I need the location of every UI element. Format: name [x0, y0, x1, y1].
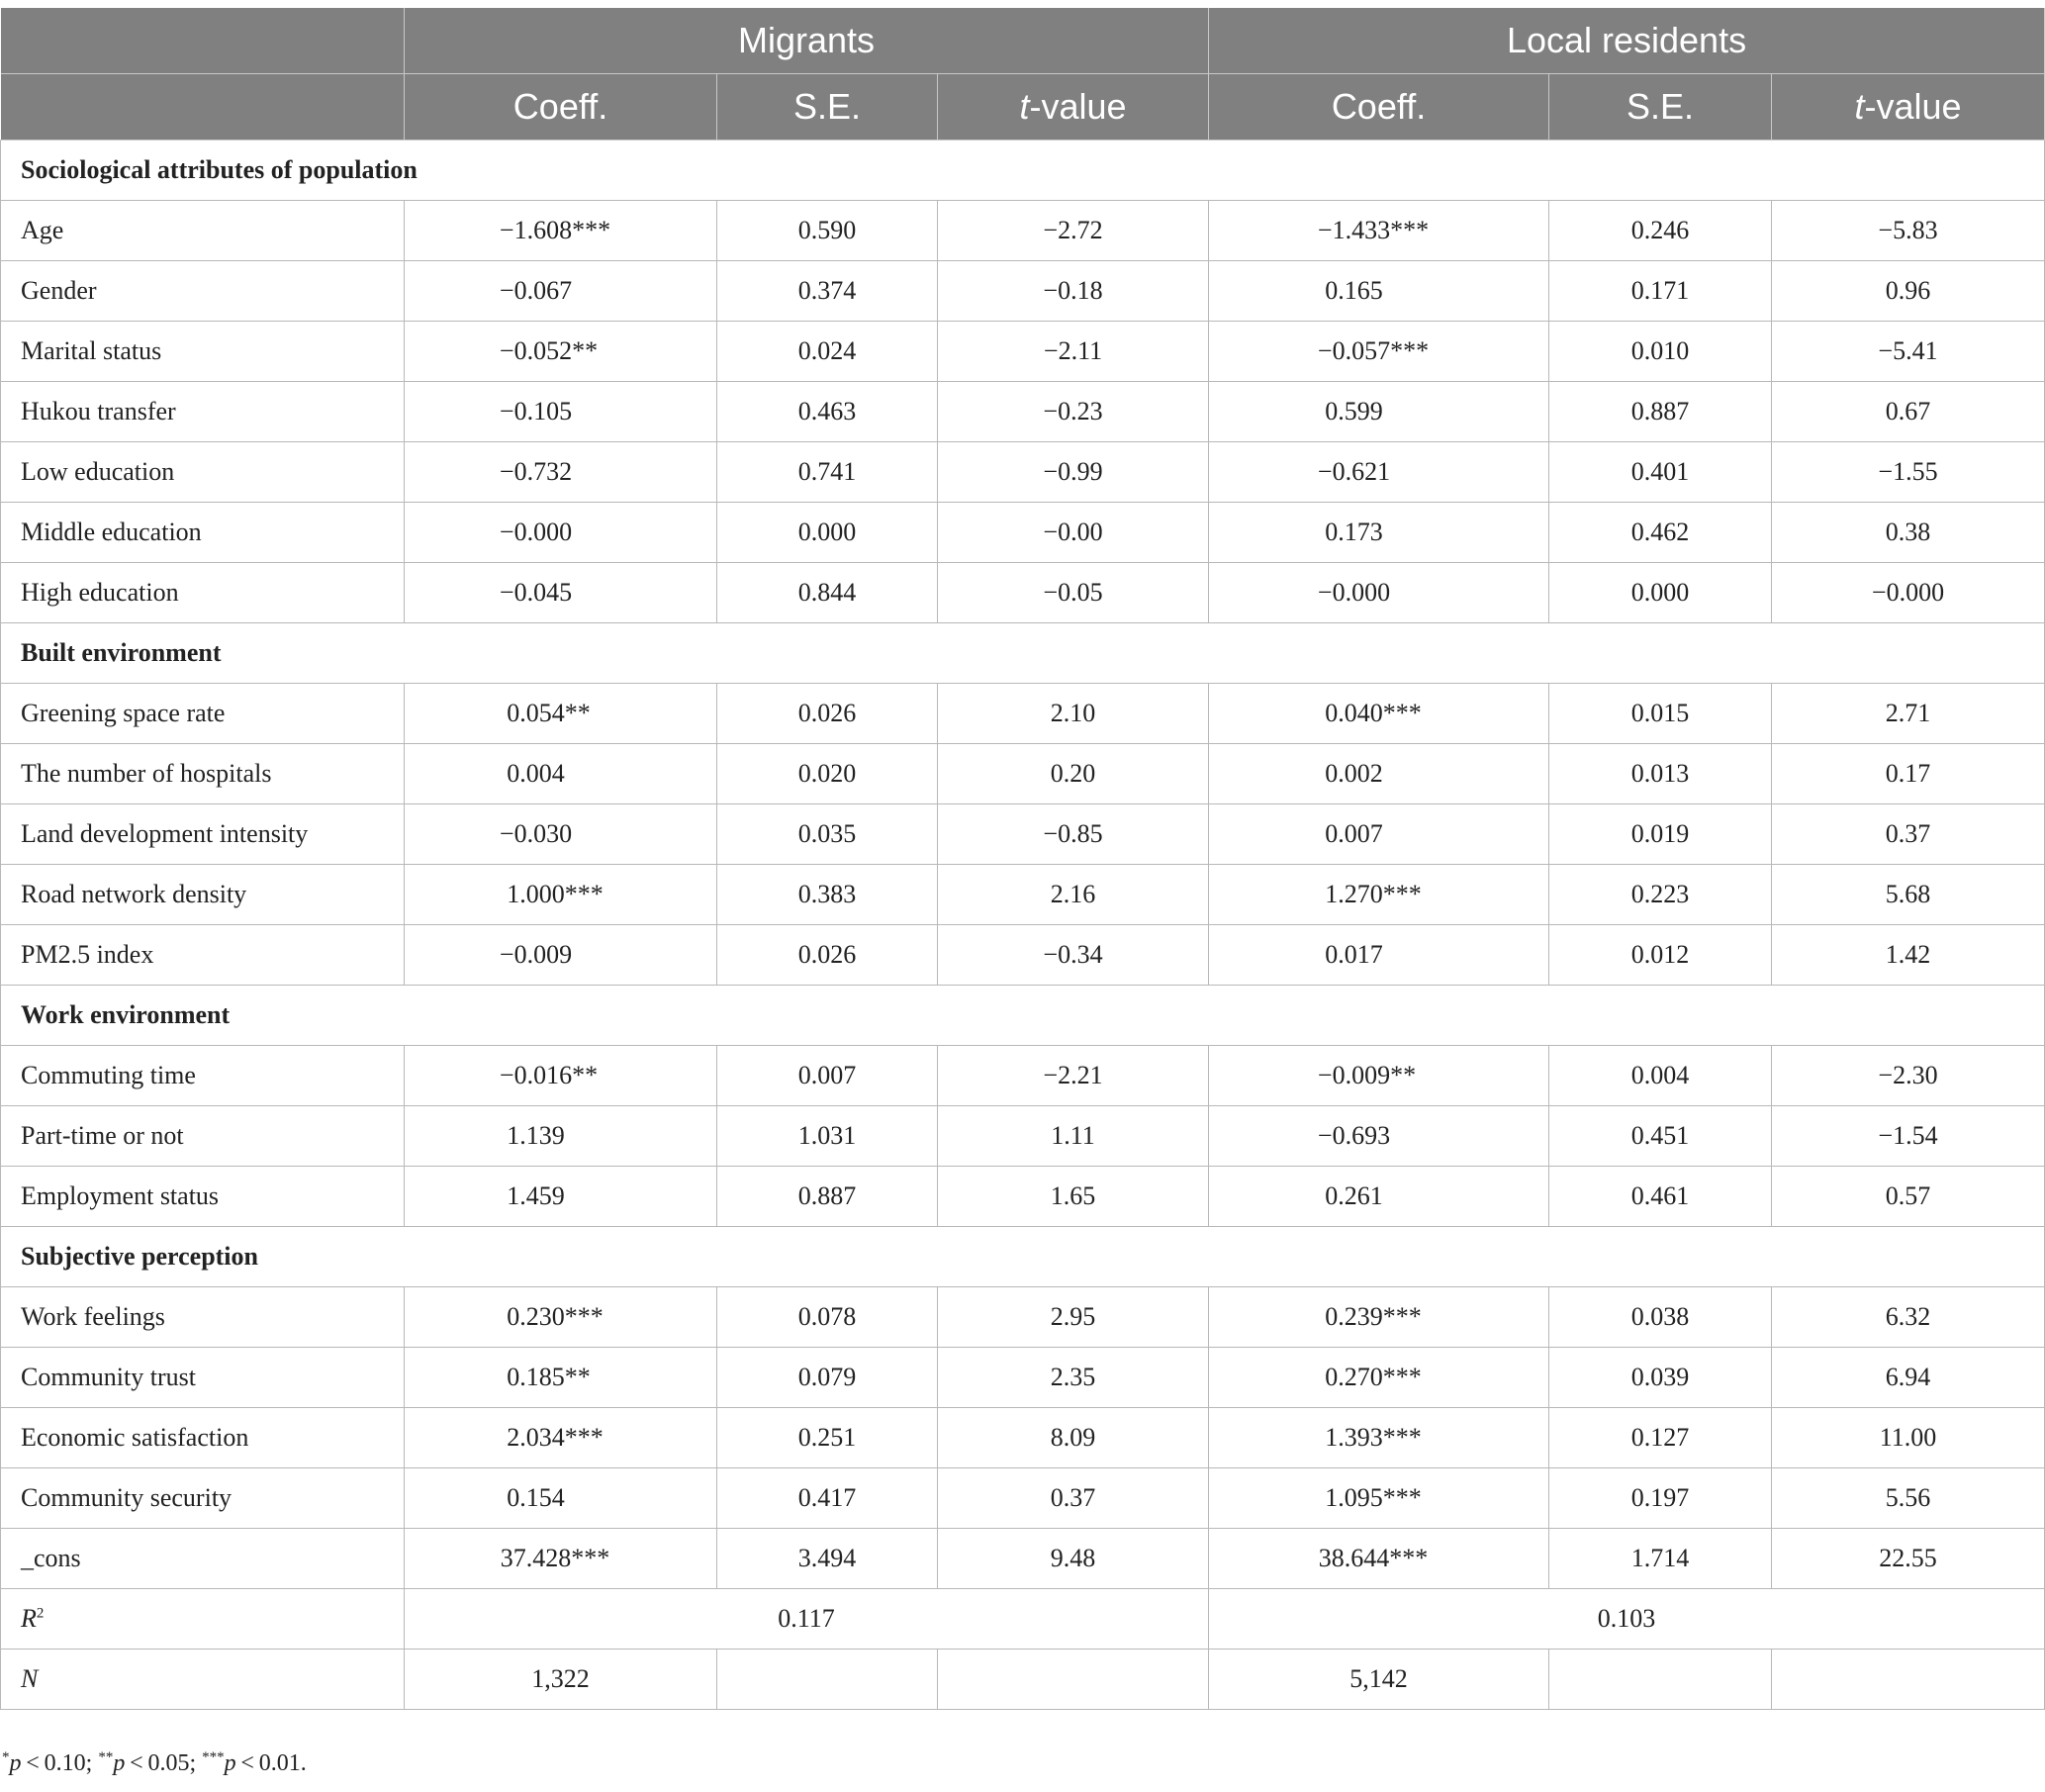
locals-se: 0.246: [1549, 201, 1772, 261]
locals-significance: **: [1390, 1061, 1417, 1089]
migrants-tvalue: 1.11: [938, 1106, 1209, 1167]
migrants-se: 0.463: [717, 382, 938, 442]
locals-se: 0.223: [1549, 865, 1772, 925]
locals-se: 0.010: [1549, 322, 1772, 382]
migrants-coeff-cell: [405, 1046, 717, 1106]
footnote-threshold: < 0.10;: [21, 1750, 99, 1776]
locals-coeff-cell: [1209, 201, 1549, 261]
locals-coeff-cell: [1209, 503, 1549, 563]
migrants-coeff: −0.105: [499, 397, 573, 425]
migrants-tvalue: 0.37: [938, 1468, 1209, 1529]
migrants-tvalue: −0.99: [938, 442, 1209, 503]
locals-se: 0.171: [1549, 261, 1772, 322]
migrants-coeff: 1.000: [507, 880, 565, 908]
locals-coeff: −0.009: [1317, 1061, 1391, 1089]
locals-coeff-cell: [1209, 925, 1549, 986]
locals-tvalue: 0.96: [1772, 261, 2045, 322]
locals-tvalue: 0.67: [1772, 382, 2045, 442]
table-row: [1, 201, 2045, 261]
migrants-coeff-cell: [405, 1106, 717, 1167]
locals-se: 0.019: [1549, 804, 1772, 865]
migrants-se: 3.494: [717, 1529, 938, 1589]
migrants-coeff: −0.045: [499, 578, 573, 607]
locals-se: 0.197: [1549, 1468, 1772, 1529]
migrants-se: 0.026: [717, 925, 938, 986]
migrants-coeff-cell: [405, 744, 717, 804]
migrants-tvalue: 8.09: [938, 1408, 1209, 1468]
locals-coeff: −0.693: [1317, 1121, 1391, 1150]
locals-se: 0.015: [1549, 684, 1772, 744]
locals-coeff: 0.599: [1325, 397, 1383, 425]
variable-label: Road network density: [1, 865, 405, 925]
locals-se: 0.039: [1549, 1348, 1772, 1408]
migrants-significance: **: [572, 336, 599, 365]
migrants-coeff-cell: [405, 804, 717, 865]
migrants-coeff-cell: [405, 322, 717, 382]
locals-significance: ***: [1382, 1423, 1422, 1452]
locals-coeff-cell: [1209, 1348, 1549, 1408]
locals-coeff-cell: [1209, 382, 1549, 442]
section-title: Built environment: [1, 623, 2045, 684]
locals-r-squared: 0.103: [1209, 1589, 2045, 1650]
table-row: [1, 503, 2045, 563]
migrants-tvalue: 2.10: [938, 684, 1209, 744]
migrants-tvalue: 2.35: [938, 1348, 1209, 1408]
migrants-coeff-cell: [405, 382, 717, 442]
section-header-row: [1, 623, 2045, 684]
locals-tvalue: −0.000: [1772, 563, 2045, 623]
locals-se: 0.401: [1549, 442, 1772, 503]
variable-label: Age: [1, 201, 405, 261]
migrants-tvalue: −2.21: [938, 1046, 1209, 1106]
migrants-coeff: −0.067: [499, 276, 573, 305]
table-row: [1, 1529, 2045, 1589]
migrants-coeff: −1.608: [499, 216, 573, 244]
variable-label: Work feelings: [1, 1287, 405, 1348]
migrants-se: 0.590: [717, 201, 938, 261]
table-row: [1, 925, 2045, 986]
locals-tvalue: −5.83: [1772, 201, 2045, 261]
col-header-coeff: Coeff.: [1209, 74, 1549, 141]
locals-significance: ***: [1390, 336, 1430, 365]
locals-tvalue: −5.41: [1772, 322, 2045, 382]
section-header-row: [1, 1227, 2045, 1287]
variable-label: Low education: [1, 442, 405, 503]
locals-tvalue: 6.32: [1772, 1287, 2045, 1348]
locals-coeff: 1.095: [1325, 1483, 1383, 1512]
locals-coeff: 0.239: [1325, 1302, 1383, 1331]
section-header-row: [1, 986, 2045, 1046]
locals-tvalue: 6.94: [1772, 1348, 2045, 1408]
locals-n: 5,142: [1209, 1650, 1549, 1710]
locals-coeff-cell: [1209, 744, 1549, 804]
locals-tvalue: 1.42: [1772, 925, 2045, 986]
migrants-coeff: 2.034: [507, 1423, 565, 1452]
header-corner-2: [1, 74, 405, 141]
locals-significance: ***: [1382, 1483, 1422, 1512]
footnote-stars: ***: [202, 1749, 225, 1765]
locals-coeff: 0.007: [1325, 819, 1383, 848]
migrants-se: 0.383: [717, 865, 938, 925]
table-row: [1, 865, 2045, 925]
migrants-tvalue: −2.11: [938, 322, 1209, 382]
col-header-tvalue: t-value: [938, 74, 1209, 141]
migrants-significance: **: [564, 699, 591, 727]
footnote-threshold: < 0.05;: [125, 1750, 203, 1776]
table-row: [1, 382, 2045, 442]
locals-coeff-cell: [1209, 261, 1549, 322]
section-title: Sociological attributes of population: [1, 141, 2045, 201]
migrants-coeff-cell: [405, 865, 717, 925]
locals-significance: ***: [1382, 699, 1422, 727]
locals-coeff: 0.165: [1325, 276, 1383, 305]
n-label: N: [1, 1650, 405, 1710]
migrants-coeff-cell: [405, 1468, 717, 1529]
table-footnote: [2, 1749, 307, 1777]
regression-table: [0, 8, 2045, 1710]
migrants-se: 0.374: [717, 261, 938, 322]
locals-coeff-cell: [1209, 1408, 1549, 1468]
variable-label: Community trust: [1, 1348, 405, 1408]
locals-significance: ***: [1382, 1363, 1422, 1391]
migrants-tvalue: 2.95: [938, 1287, 1209, 1348]
table-row: [1, 1106, 2045, 1167]
table-row: [1, 684, 2045, 744]
migrants-se: 0.844: [717, 563, 938, 623]
variable-label: Hukou transfer: [1, 382, 405, 442]
migrants-tvalue: −0.23: [938, 382, 1209, 442]
table-row: [1, 1408, 2045, 1468]
migrants-coeff: 37.428: [500, 1544, 572, 1572]
table-row: [1, 804, 2045, 865]
migrants-coeff: −0.016: [499, 1061, 573, 1089]
migrants-tvalue: −0.18: [938, 261, 1209, 322]
variable-label: Land development intensity: [1, 804, 405, 865]
migrants-coeff: −0.732: [499, 457, 573, 486]
table-row: [1, 1167, 2045, 1227]
migrants-se: 0.741: [717, 442, 938, 503]
variable-label: PM2.5 index: [1, 925, 405, 986]
locals-tvalue: 5.56: [1772, 1468, 2045, 1529]
variable-label: Economic satisfaction: [1, 1408, 405, 1468]
footnote-p: p: [9, 1750, 22, 1776]
footnote-stars: *: [2, 1749, 10, 1765]
locals-coeff-cell: [1209, 1167, 1549, 1227]
table-body: [1, 141, 2045, 1710]
group-header-local-residents: Local residents: [1209, 8, 2045, 74]
migrants-coeff: 0.004: [507, 759, 565, 788]
locals-coeff-cell: [1209, 563, 1549, 623]
r-squared-symbol: R: [21, 1604, 37, 1633]
locals-tvalue: 11.00: [1772, 1408, 2045, 1468]
locals-coeff: −1.433: [1317, 216, 1391, 244]
col-header-se: S.E.: [1549, 74, 1772, 141]
empty-cell: [1772, 1650, 2045, 1710]
locals-coeff-cell: [1209, 1468, 1549, 1529]
variable-label: Middle education: [1, 503, 405, 563]
locals-se: 0.013: [1549, 744, 1772, 804]
migrants-coeff-cell: [405, 201, 717, 261]
locals-tvalue: 0.57: [1772, 1167, 2045, 1227]
migrants-coeff: 0.154: [507, 1483, 565, 1512]
variable-label: Greening space rate: [1, 684, 405, 744]
migrants-tvalue: 1.65: [938, 1167, 1209, 1227]
migrants-tvalue: −2.72: [938, 201, 1209, 261]
locals-tvalue: 0.37: [1772, 804, 2045, 865]
migrants-coeff: −0.000: [499, 518, 573, 546]
variable-label: Gender: [1, 261, 405, 322]
section-title: Subjective perception: [1, 1227, 2045, 1287]
migrants-significance: ***: [572, 216, 611, 244]
migrants-coeff: 1.459: [507, 1181, 565, 1210]
header-corner: [1, 8, 405, 74]
migrants-n: 1,322: [405, 1650, 717, 1710]
migrants-significance: **: [572, 1061, 599, 1089]
migrants-coeff-cell: [405, 1408, 717, 1468]
section-title: Work environment: [1, 986, 2045, 1046]
locals-tvalue: −1.55: [1772, 442, 2045, 503]
locals-se: 0.451: [1549, 1106, 1772, 1167]
migrants-se: 0.035: [717, 804, 938, 865]
footnote-p: p: [113, 1750, 126, 1776]
variable-label: The number of hospitals: [1, 744, 405, 804]
locals-se: 0.127: [1549, 1408, 1772, 1468]
migrants-coeff-cell: [405, 503, 717, 563]
migrants-significance: ***: [571, 1544, 610, 1572]
migrants-tvalue: 2.16: [938, 865, 1209, 925]
table-row: [1, 1287, 2045, 1348]
locals-tvalue: 5.68: [1772, 865, 2045, 925]
variable-label: Community security: [1, 1468, 405, 1529]
variable-label: Commuting time: [1, 1046, 405, 1106]
migrants-se: 0.007: [717, 1046, 938, 1106]
migrants-tvalue: −0.05: [938, 563, 1209, 623]
locals-coeff: 0.040: [1325, 699, 1383, 727]
migrants-tvalue: 9.48: [938, 1529, 1209, 1589]
migrants-se: 0.251: [717, 1408, 938, 1468]
locals-significance: ***: [1389, 1544, 1429, 1572]
locals-tvalue: 22.55: [1772, 1529, 2045, 1589]
locals-coeff: 0.002: [1325, 759, 1383, 788]
migrants-coeff-cell: [405, 563, 717, 623]
locals-coeff-cell: [1209, 442, 1549, 503]
footnote-stars: **: [98, 1749, 114, 1765]
locals-coeff-cell: [1209, 865, 1549, 925]
locals-se: 0.038: [1549, 1287, 1772, 1348]
table-row: [1, 563, 2045, 623]
locals-coeff: −0.621: [1317, 457, 1391, 486]
group-header-migrants: Migrants: [405, 8, 1209, 74]
migrants-se: 0.078: [717, 1287, 938, 1348]
locals-se: 0.462: [1549, 503, 1772, 563]
migrants-coeff-cell: [405, 442, 717, 503]
migrants-coeff-cell: [405, 261, 717, 322]
migrants-tvalue: −0.34: [938, 925, 1209, 986]
locals-se: 0.461: [1549, 1167, 1772, 1227]
regression-table-container: [0, 8, 2045, 1710]
empty-cell: [938, 1650, 1209, 1710]
migrants-se: 0.887: [717, 1167, 938, 1227]
locals-coeff-cell: [1209, 1529, 1549, 1589]
locals-coeff-cell: [1209, 1046, 1549, 1106]
migrants-coeff: −0.030: [499, 819, 573, 848]
variable-label: Part-time or not: [1, 1106, 405, 1167]
migrants-tvalue: 0.20: [938, 744, 1209, 804]
locals-coeff: −0.000: [1317, 578, 1391, 607]
migrants-se: 0.020: [717, 744, 938, 804]
migrants-coeff: −0.052: [499, 336, 573, 365]
locals-tvalue: 0.38: [1772, 503, 2045, 563]
locals-significance: ***: [1382, 880, 1422, 908]
locals-se: 1.714: [1549, 1529, 1772, 1589]
locals-se: 0.000: [1549, 563, 1772, 623]
migrants-coeff-cell: [405, 1287, 717, 1348]
locals-significance: ***: [1382, 1302, 1422, 1331]
locals-coeff-cell: [1209, 1287, 1549, 1348]
locals-tvalue: −2.30: [1772, 1046, 2045, 1106]
locals-coeff: 1.270: [1325, 880, 1383, 908]
locals-tvalue: 2.71: [1772, 684, 2045, 744]
locals-coeff-cell: [1209, 684, 1549, 744]
migrants-coeff-cell: [405, 684, 717, 744]
migrants-significance: ***: [564, 1302, 604, 1331]
migrants-se: 0.079: [717, 1348, 938, 1408]
locals-coeff: 38.644: [1318, 1544, 1390, 1572]
migrants-se: 0.000: [717, 503, 938, 563]
table-header: [1, 8, 2045, 141]
table-row: [1, 744, 2045, 804]
migrants-coeff-cell: [405, 1167, 717, 1227]
migrants-coeff-cell: [405, 925, 717, 986]
locals-coeff: 1.393: [1325, 1423, 1383, 1452]
migrants-coeff: 0.230: [507, 1302, 565, 1331]
migrants-tvalue: −0.00: [938, 503, 1209, 563]
migrants-coeff-cell: [405, 1529, 717, 1589]
table-row: [1, 1046, 2045, 1106]
locals-tvalue: 0.17: [1772, 744, 2045, 804]
col-header-se: S.E.: [717, 74, 938, 141]
locals-se: 0.887: [1549, 382, 1772, 442]
footnote-p: p: [224, 1750, 236, 1776]
table-row: [1, 442, 2045, 503]
table-row: [1, 261, 2045, 322]
locals-coeff: 0.270: [1325, 1363, 1383, 1391]
empty-cell: [1549, 1650, 1772, 1710]
table-row: [1, 322, 2045, 382]
migrants-coeff: −0.009: [499, 940, 573, 969]
migrants-tvalue: −0.85: [938, 804, 1209, 865]
r-squared-row: [1, 1589, 2045, 1650]
locals-significance: ***: [1390, 216, 1430, 244]
r-squared-label: [1, 1589, 405, 1650]
variable-label: High education: [1, 563, 405, 623]
locals-se: 0.004: [1549, 1046, 1772, 1106]
locals-coeff: 0.261: [1325, 1181, 1383, 1210]
locals-coeff-cell: [1209, 804, 1549, 865]
locals-se: 0.012: [1549, 925, 1772, 986]
migrants-r-squared: 0.117: [405, 1589, 1209, 1650]
migrants-coeff: 0.185: [507, 1363, 565, 1391]
migrants-se: 1.031: [717, 1106, 938, 1167]
empty-cell: [717, 1650, 938, 1710]
col-header-coeff: Coeff.: [405, 74, 717, 141]
migrants-se: 0.024: [717, 322, 938, 382]
locals-coeff-cell: [1209, 1106, 1549, 1167]
migrants-coeff-cell: [405, 1348, 717, 1408]
locals-coeff-cell: [1209, 322, 1549, 382]
r-squared-exponent: 2: [36, 1605, 45, 1622]
locals-tvalue: −1.54: [1772, 1106, 2045, 1167]
locals-coeff: 0.173: [1325, 518, 1383, 546]
variable-label: Employment status: [1, 1167, 405, 1227]
migrants-significance: **: [564, 1363, 591, 1391]
locals-coeff: 0.017: [1325, 940, 1383, 969]
variable-label: _cons: [1, 1529, 405, 1589]
n-row: [1, 1650, 2045, 1710]
locals-coeff: −0.057: [1317, 336, 1391, 365]
variable-label: Marital status: [1, 322, 405, 382]
migrants-significance: ***: [564, 880, 604, 908]
table-row: [1, 1468, 2045, 1529]
table-row: [1, 1348, 2045, 1408]
col-header-tvalue: t-value: [1772, 74, 2045, 141]
migrants-coeff: 1.139: [507, 1121, 565, 1150]
migrants-se: 0.026: [717, 684, 938, 744]
migrants-coeff: 0.054: [507, 699, 565, 727]
section-header-row: [1, 141, 2045, 201]
migrants-se: 0.417: [717, 1468, 938, 1529]
footnote-threshold: < 0.01.: [235, 1750, 307, 1776]
migrants-significance: ***: [564, 1423, 604, 1452]
